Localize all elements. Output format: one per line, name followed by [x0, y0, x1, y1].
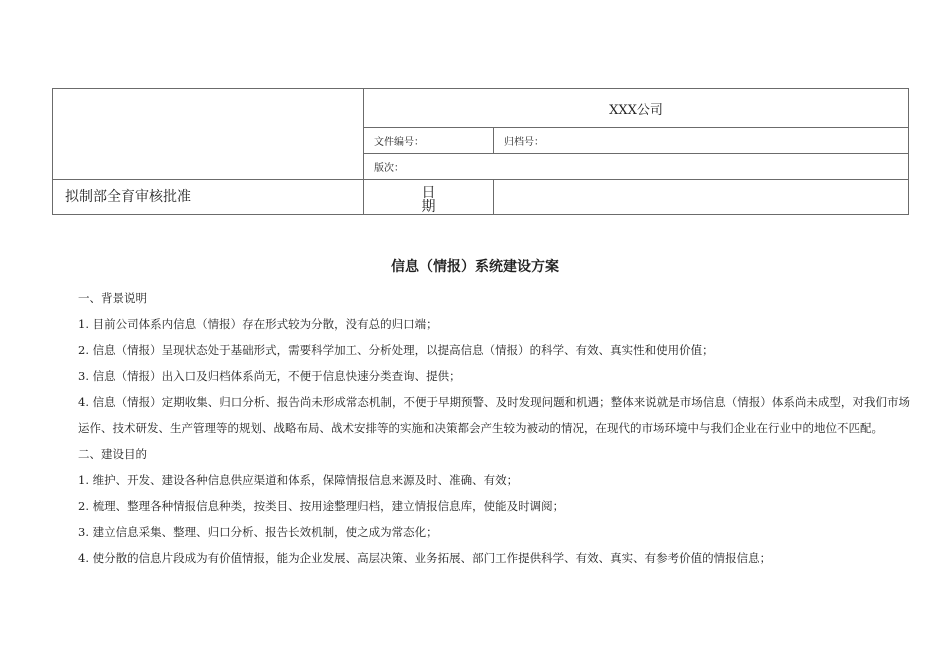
date-value-cell	[494, 180, 909, 215]
archive-number-label: 归档号：	[494, 128, 909, 154]
file-number-label: 文件编号：	[364, 128, 494, 154]
list-item: 3. 信息（情报）出入口及归档体系尚无，不便于信息快速分类查询、提供；	[78, 369, 461, 383]
list-item: 2. 梳理、整理各种情报信息种类，按类目、按用途整理归档，建立情报信息库，使能及时调阅；	[78, 499, 565, 513]
document-header-table	[52, 88, 909, 215]
list-item: 4. 使分散的信息片段成为有价值情报，能为企业发展、高层决策、业务拓展、部门工作提供科学、有效、真实、有参考价值的情报信息；	[78, 551, 772, 565]
list-item: 2. 信息（情报）呈现状态处于基础形式，需要科学加工、分析处理，以提高信息（情报）的科学、有效、真实性和使用价值；	[78, 343, 714, 357]
section-heading: 一、背景说明	[78, 291, 147, 305]
version-label: 版次：	[364, 154, 909, 180]
logo-cell	[53, 89, 364, 180]
list-item: 4. 信息（情报）定期收集、归口分析、报告尚未形成常态机制，不便于早期预警、及时发现问题和机遇；整体来说就是市场信息（情报）体系尚未成型，对我们市场运作、技术研发、生产管理等的规划、战略布局、战术安排等的实施和决策都会产生较为被动的情况，在现代的市场环境中与我们企业在行业中的地位不匹配。	[78, 395, 910, 435]
date-label	[364, 180, 494, 215]
section-heading: 二、建设目的	[78, 447, 147, 461]
document-body	[78, 285, 910, 571]
document-title: 信息（情报）系统建设方案	[391, 259, 559, 275]
company-name: XXX公司	[364, 89, 909, 128]
sign-off-label: 拟制部全育审核批准	[53, 180, 364, 215]
list-item: 1. 目前公司体系内信息（情报）存在形式较为分散，没有总的归口端；	[78, 317, 438, 331]
list-item: 1. 维护、开发、建设各种信息供应渠道和体系，保障情报信息来源及时、准确、有效；	[78, 473, 519, 487]
date-label-text: 日期	[421, 185, 436, 215]
list-item: 3. 建立信息采集、整理、归口分析、报告长效机制，使之成为常态化；	[78, 525, 438, 539]
